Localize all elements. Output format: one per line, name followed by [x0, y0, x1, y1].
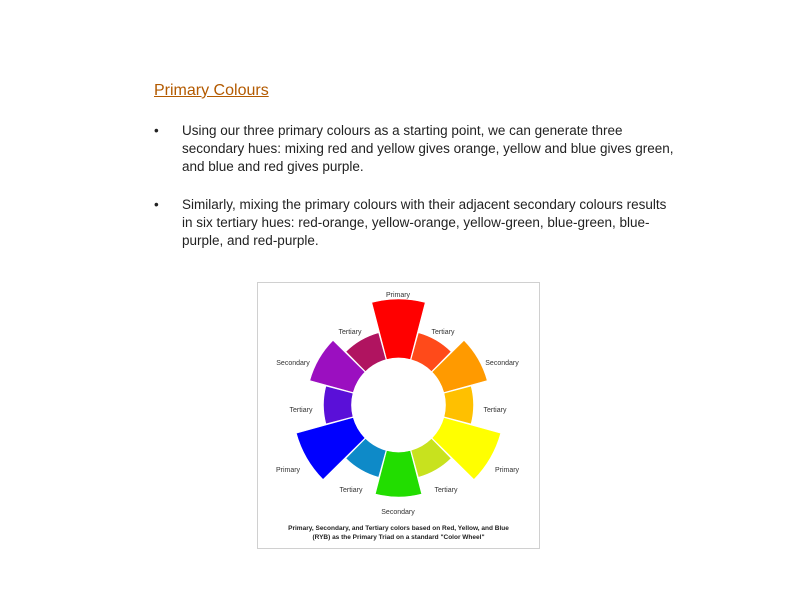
- wheel-label-tertiary-bottom-left: Tertiary: [339, 487, 363, 494]
- wheel-label-primary-top: Primary: [385, 292, 411, 299]
- wheel-label-primary-left: Primary: [275, 467, 301, 474]
- wheel-label-primary-right: Primary: [494, 467, 520, 474]
- wheel-label-tertiary-top-left: Tertiary: [338, 329, 362, 336]
- wheel-label-tertiary-top-right: Tertiary: [431, 329, 455, 336]
- wheel-caption-line: (RYB) as the Primary Triad on a standard "Color Wheel": [312, 534, 485, 541]
- wheel-center: [352, 358, 446, 452]
- color-wheel-figure: [257, 282, 540, 549]
- wheel-label-tertiary-right: Tertiary: [483, 407, 507, 414]
- wheel-segment-blue: [296, 417, 365, 479]
- wheel-segment-blue-purple: [323, 386, 353, 424]
- slide-heading: Primary Colours: [154, 82, 269, 99]
- wheel-label-tertiary-bottom-right: Tertiary: [434, 487, 458, 494]
- wheel-segment-yellow: [432, 417, 501, 479]
- wheel-label-tertiary-left: Tertiary: [289, 407, 313, 414]
- bullet-text: Using our three primary colours as a starting point, we can generate three secondary hues: mixing red and yellow gives orange, yellow and blue gives green, and blue and red gives purple.: [182, 123, 674, 174]
- wheel-caption: [262, 524, 535, 542]
- wheel-segment-yellow-orange: [444, 386, 474, 424]
- wheel-label-secondary-bottom: Secondary: [381, 509, 415, 516]
- bullet-dot: •: [154, 197, 159, 212]
- bullet-item: [154, 122, 674, 176]
- bullet-dot: •: [154, 123, 159, 138]
- wheel-label-secondary-left: Secondary: [276, 360, 310, 367]
- bullet-list: [154, 122, 674, 250]
- wheel-label-secondary-right: Secondary: [485, 360, 519, 367]
- color-wheel: [258, 283, 539, 523]
- bullet-item: [154, 196, 674, 250]
- bullet-text: Similarly, mixing the primary colours with their adjacent secondary colours results in six tertiary hues: red-orange, yellow-orange, yellow-green, blue-green, blue-purple, and red-purple.: [182, 197, 667, 248]
- wheel-caption-line: Primary, Secondary, and Tertiary colors based on Red, Yellow, and Blue: [288, 525, 509, 532]
